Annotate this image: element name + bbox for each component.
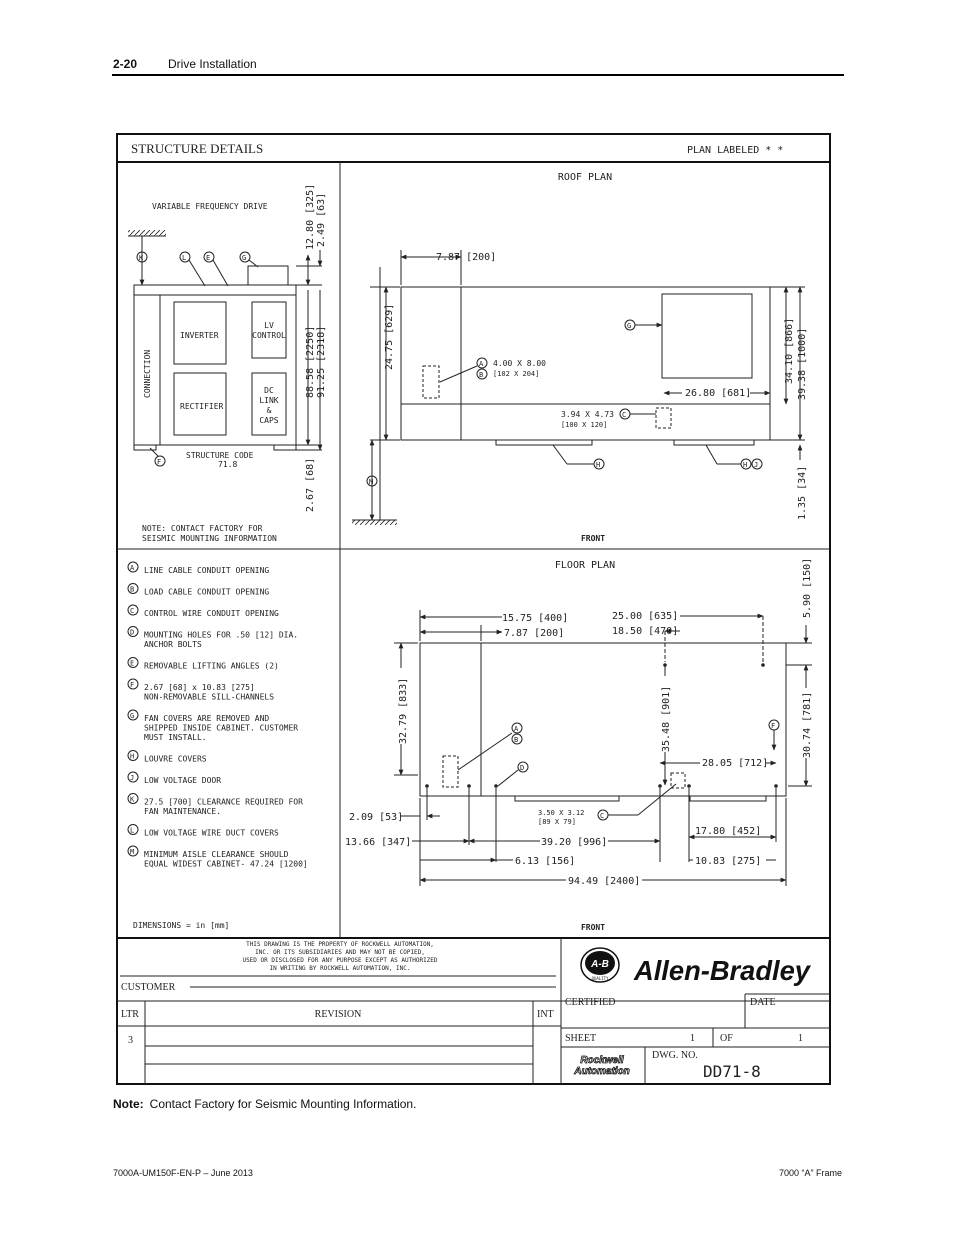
svg-text:D: D [520,764,525,772]
svg-text:C: C [622,411,627,419]
connection-label: CONNECTION [143,349,152,398]
svg-text:INT: INT [537,1009,554,1020]
elevation-title: VARIABLE FREQUENCY DRIVE [152,202,268,211]
section-title: Drive Installation [168,57,257,71]
drawing-number: DD71-8 [703,1062,761,1081]
svg-text:QUALITY: QUALITY [591,976,609,981]
footer-product: 7000 “A” Frame [778,1168,842,1178]
svg-text:&: & [266,406,272,415]
svg-text:B: B [479,371,484,379]
svg-text:A-B: A-B [591,959,609,970]
svg-text:J: J [754,461,759,469]
svg-text:1: 1 [798,1033,803,1044]
svg-text:FRONT: FRONT [580,534,606,543]
legend-text: ANCHOR BOLTS [144,640,202,649]
svg-text:STRUCTURE CODE: STRUCTURE CODE [186,451,254,460]
svg-text:NOTE: CONTACT FACTORY FOR: NOTE: CONTACT FACTORY FOR [142,524,263,533]
floor-plan-title: FLOOR PLAN [554,560,616,571]
svg-text:71.8: 71.8 [218,460,238,469]
svg-text:LV: LV [264,321,274,330]
svg-text:17.80 [452]: 17.80 [452] [695,826,762,837]
svg-text:L: L [182,254,187,262]
legend-text: 2.67 [68] x 10.83 [275] [144,683,255,692]
legend-text: FAN MAINTENANCE. [144,807,222,816]
svg-text:G: G [627,322,632,330]
roof-plan-title: ROOF PLAN [557,172,613,183]
svg-text:15.75 [400]: 15.75 [400] [502,613,569,624]
svg-text:Allen-Bradley: Allen-Bradley [633,955,812,986]
svg-text:F: F [771,722,776,730]
legend-key: C [130,607,135,615]
legend-text: MOUNTING HOLES FOR .50 [12] DIA. [144,630,299,640]
svg-text:88.58 [2250]: 88.58 [2250] [305,325,316,398]
svg-text:39.38 [1000]: 39.38 [1000] [797,327,808,400]
rectifier-label: RECTIFIER [180,402,224,411]
plan-labeled: PLAN LABELED * * [687,145,784,156]
svg-text:4.00 X 8.00: 4.00 X 8.00 [493,359,546,368]
legend-text: 27.5 [700] CLEARANCE REQUIRED FOR [144,797,303,807]
svg-text:34.10 [866]: 34.10 [866] [784,317,795,384]
legend-text: LINE CABLE CONDUIT OPENING [144,566,270,575]
svg-text:DWG. NO.: DWG. NO. [652,1050,698,1061]
svg-text:A: A [514,725,519,733]
svg-text:M: M [369,478,374,486]
legend-key: K [130,795,135,804]
svg-text:3: 3 [128,1035,133,1046]
svg-text:C: C [600,812,605,820]
svg-text:G: G [242,254,247,262]
svg-text:28.05 [712]: 28.05 [712] [702,758,769,769]
svg-text:26.80 [681]: 26.80 [681] [685,388,752,399]
drawing-title: STRUCTURE DETAILS [131,141,264,156]
svg-text:35.48 [901]: 35.48 [901] [661,685,672,752]
svg-text:2.49 [63]: 2.49 [63] [316,192,327,247]
legend-text: FAN COVERS ARE REMOVED AND [144,714,270,723]
svg-text:13.66 [347]: 13.66 [347] [345,837,412,848]
svg-text:THIS DRAWING IS THE PROPERTY O: THIS DRAWING IS THE PROPERTY OF ROCKWELL AUTOMATION, [246,941,434,948]
legend-text: LOW VOLTAGE WIRE DUCT COVERS [144,828,279,838]
legend-text: SHIPPED INSIDE CABINET. CUSTOMER [144,723,299,733]
svg-text:CONTROL: CONTROL [252,331,286,340]
legend-text: LOW VOLTAGE DOOR [144,776,222,785]
legend-text: CONTROL WIRE CONDUIT OPENING [144,609,279,618]
svg-text:32.79 [833]: 32.79 [833] [398,677,409,744]
svg-text:[100 X 120]: [100 X 120] [561,421,608,429]
svg-text:CAPS: CAPS [259,416,279,425]
legend-text: EQUAL WIDEST CABINET- 47.24 [1200] [144,859,308,869]
svg-text:Automation: Automation [574,1066,630,1077]
svg-text:H: H [743,461,748,469]
legend-key: G [130,712,135,720]
svg-text:IN WRITING BY ROCKWELL AUTOMAT: IN WRITING BY ROCKWELL AUTOMATION, INC. [269,965,411,972]
svg-text:REVISION: REVISION [314,1009,362,1020]
footer-doc-id: 7000A-UM150F-EN-P – June 2013 [113,1168,253,1178]
svg-text:25.00 [635]: 25.00 [635] [612,611,679,622]
legend-text: LOAD CABLE CONDUIT OPENING [144,587,270,597]
svg-text:OF: OF [720,1033,733,1044]
svg-text:3.94 X 4.73: 3.94 X 4.73 [561,410,614,419]
svg-text:3.50 X 3.12: 3.50 X 3.12 [538,809,585,817]
legend-text: REMOVABLE LIFTING ANGLES (2) [144,661,279,671]
svg-text:7.87 [200]: 7.87 [200] [504,628,565,639]
svg-text:6.13 [156]: 6.13 [156] [515,856,576,867]
dimensions-note: DIMENSIONS = in [mm] [133,921,230,930]
legend-text: MINIMUM AISLE CLEARANCE SHOULD [144,850,289,859]
svg-text:7.87 [200]: 7.87 [200] [436,252,497,263]
legend [128,562,308,869]
legend-key: E [130,659,135,668]
svg-text:LTR: LTR [121,1009,139,1020]
svg-text:1.35 [34]: 1.35 [34] [797,465,808,520]
svg-text:18.50 [470]: 18.50 [470] [612,626,679,637]
svg-text:CUSTOMER: CUSTOMER [121,982,176,993]
svg-text:12.80 [325]: 12.80 [325] [305,183,316,250]
svg-text:2.09 [53]: 2.09 [53] [349,812,404,823]
svg-text:F: F [157,458,162,466]
svg-text:94.49 [2400]: 94.49 [2400] [568,876,641,887]
svg-text:DC: DC [264,386,274,395]
svg-text:1: 1 [690,1033,695,1044]
legend-text: LOUVRE COVERS [144,754,207,764]
svg-text:FRONT: FRONT [580,923,606,932]
svg-text:DATE: DATE [750,997,776,1008]
legend-key: B [130,585,135,594]
legend-key: M [130,848,135,856]
svg-text:H: H [596,461,601,469]
svg-text:SHEET: SHEET [565,1033,597,1044]
svg-text:CERTIFIED: CERTIFIED [565,997,616,1008]
svg-text:A: A [479,360,484,368]
legend-key: H [130,752,135,761]
svg-text:39.20 [996]: 39.20 [996] [541,837,608,848]
svg-text:24.75 [629]: 24.75 [629] [384,303,395,370]
svg-text:91.25 [2318]: 91.25 [2318] [316,325,327,398]
svg-text:SEISMIC MOUNTING INFORMATION: SEISMIC MOUNTING INFORMATION [142,534,277,543]
svg-text:5.90 [150]: 5.90 [150] [802,557,813,618]
floor-plan [345,558,813,932]
svg-text:USED OR DISCLOSED FOR ANY PURP: USED OR DISCLOSED FOR ANY PURPOSE EXCEPT AS AUTHORIZED [242,957,438,964]
svg-text:INC. OR ITS SUBSIDIARIES AND M: INC. OR ITS SUBSIDIARIES AND MAY NOT BE COPIED, [255,949,425,956]
allen-bradley-logo [581,948,811,986]
legend-key: J [130,774,135,782]
svg-text:LINK: LINK [259,396,279,405]
legend-text: MUST INSTALL. [144,733,207,742]
legend-key: D [130,628,135,637]
legend-text: NON-REMOVABLE SILL-CHANNELS [144,692,275,702]
legend-key: F [130,681,135,689]
roof-plan [352,172,808,543]
svg-text:Rockwell: Rockwell [580,1055,624,1066]
title-block [117,938,830,1084]
svg-text:B: B [514,736,519,744]
svg-text:E: E [206,254,211,262]
page-number: 2-20 [113,57,138,71]
elevation-view [128,184,327,543]
legend-key: A [130,564,135,572]
svg-text:30.74 [781]: 30.74 [781] [802,691,813,758]
svg-text:K: K [139,254,144,262]
svg-text:[102 X 204]: [102 X 204] [493,370,540,378]
svg-text:[89 X 79]: [89 X 79] [538,818,576,826]
seismic-note: Note: Contact Factory for Seismic Mounting Information. [113,1097,417,1111]
svg-text:2.67 [68]: 2.67 [68] [305,457,316,512]
legend-key: L [130,826,135,835]
inverter-label: INVERTER [180,331,219,340]
svg-text:10.83 [275]: 10.83 [275] [695,856,762,867]
